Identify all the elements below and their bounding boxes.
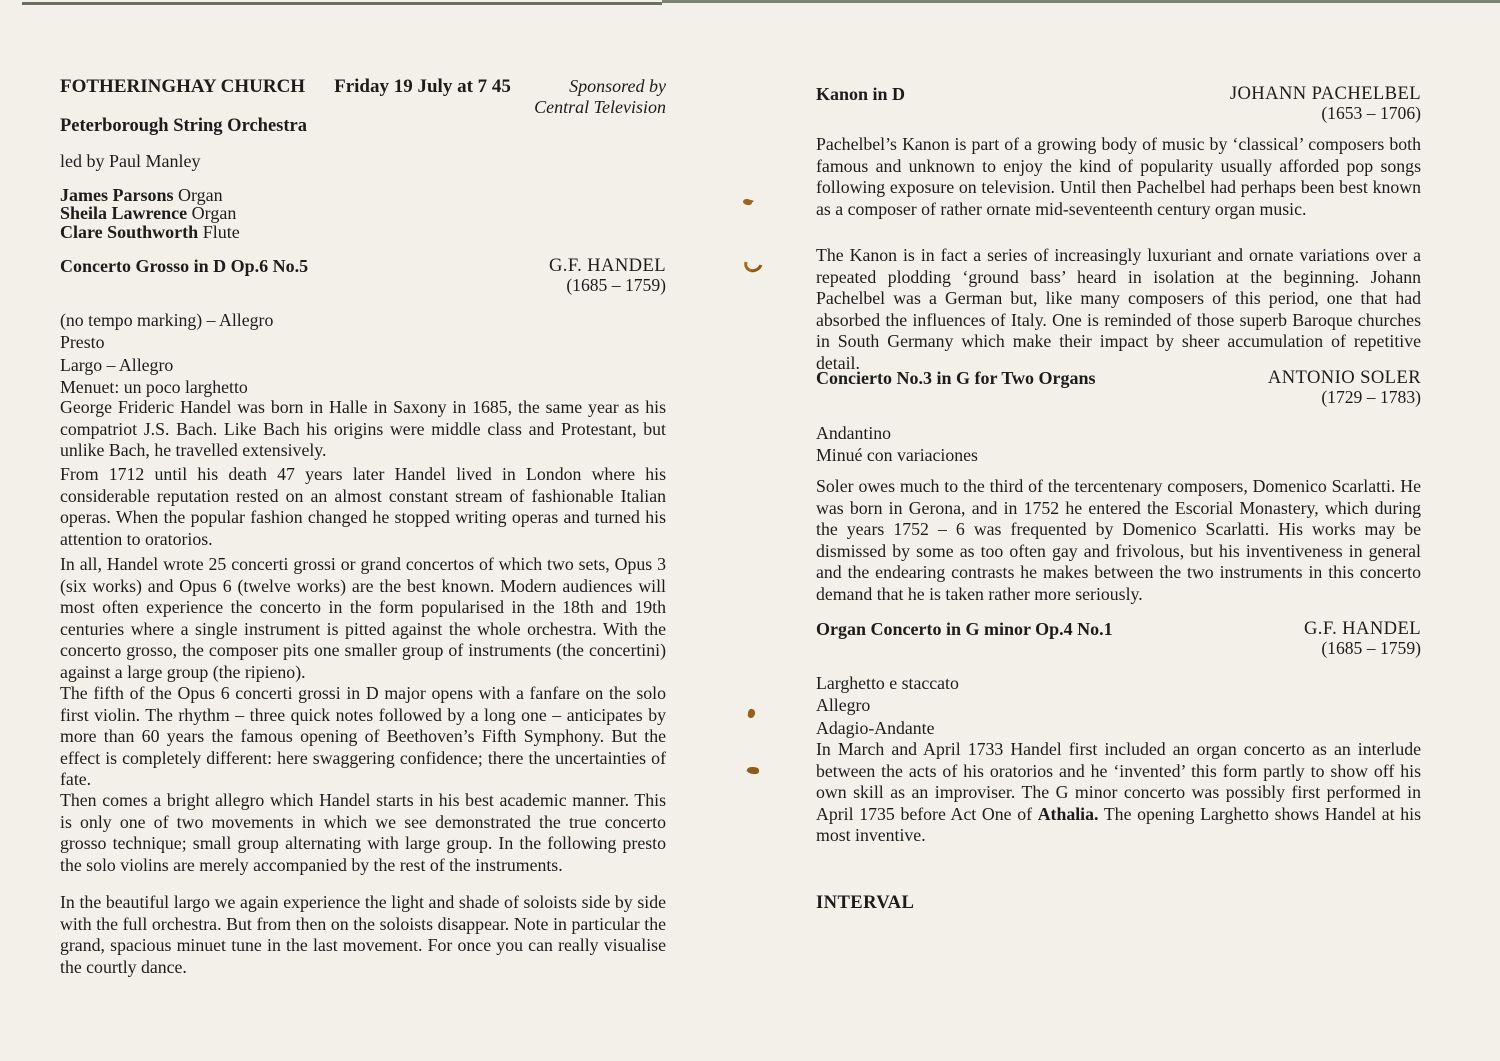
movement: Allegro	[816, 695, 871, 716]
movement: Minué con variaciones	[816, 445, 978, 465]
performer-instrument: Organ	[178, 185, 223, 205]
paragraph-text: In March and April 1733 Handel first included an organ concerto as an interlude between the acts of his oratorios and he ‘invented’ this form partly to show off his own skill as an improviser. The G minor concerto was possibly first performed in April 1735 before Act One of	[816, 739, 1421, 824]
composer-block	[1230, 84, 1421, 123]
composer-dates: (1685 – 1759)	[1321, 637, 1421, 658]
work-title: Concierto No.3 in G for Two Organs	[816, 368, 1096, 388]
composer-dates: (1729 – 1783)	[1321, 386, 1421, 407]
programme-note-paragraph: From 1712 until his death 47 years later Handel lived in London where his considerable reputation rested on an almost constant stream of fashionable Italian operas. When the popular fashion changed he stopped writing operas and turned his attention to oratorios.	[60, 464, 666, 549]
orchestra-name: Peterborough String Orchestra	[60, 116, 307, 136]
venue-title: FOTHERINGHAY CHURCH	[60, 76, 306, 97]
work-title: Organ Concerto in G minor Op.4 No.1	[816, 619, 1113, 639]
work-reference-athalia: Athalia.	[1037, 803, 1099, 824]
performer-row	[60, 186, 666, 204]
performer-instrument: Organ	[191, 203, 237, 224]
performer-row	[60, 204, 666, 222]
work-title: Concerto Grosso in D Op.6 No.5	[60, 256, 309, 276]
work-heading-pachelbel	[816, 84, 1421, 123]
composer-name: ANTONIO SOLER	[1267, 367, 1421, 388]
movement-list	[816, 672, 1421, 739]
performer-name: Sheila Lawrence	[60, 203, 188, 224]
programme-note-paragraph: In the beautiful largo we again experience the light and shade of soloists side by side with the full orchestra. But from then on the soloists disappear. Note in particular the grand, spacious minuet tune in the last movement. For once you can really visualise the courtly dance.	[60, 892, 666, 977]
sponsor-note	[534, 76, 666, 117]
sponsor-line-2: Central Television	[534, 96, 666, 117]
programme-note-paragraph: The fifth of the Opus 6 concerti grossi in D major opens with a fanfare on the solo first violin. The rhythm – three quick notes followed by a long one – anticipates by more than 60 years the famous opening of Beethoven’s Fifth Symphony. But the effect is completely different: here swaggering confidence; there the uncertainties of fate.	[60, 683, 666, 790]
movement: Andantino	[816, 423, 892, 443]
composer-dates: (1685 – 1759)	[566, 274, 666, 295]
programme-note-paragraph: Soler owes much to the third of the tercentenary composers, Domenico Scarlatti. He was born in Gerona, and in 1752 he entered the Escorial Monastery, which during the years 1752 – 6 was frequented by Domenico Scarlatti. His works may be dismissed by some as too often gay and frivolous, but his inventiveness in general and the endearing contrasts he makes between the two instruments in this concerto demand that he is taken rather more seriously.	[816, 476, 1421, 604]
performer-row	[60, 223, 666, 241]
programme-note-paragraph: The Kanon is in fact a series of increasingly luxuriant and ornate variations over a repeated plodding ‘ground bass’ heard in isolation at the beginning. Johann Pachelbel was a German but, like many composers of this period, one that had absorbed the influences of Italy. One is reminded of those superb Baroque churches in South Germany which make their impact by sheer accumulation of repetitive detail.	[816, 245, 1421, 373]
composer-block	[1304, 619, 1421, 658]
event-datetime: Friday 19 July at 7 45	[334, 76, 511, 97]
performer-list	[60, 186, 666, 241]
performer-name: James Parsons	[60, 185, 174, 205]
orchestra-leader: led by Paul Manley	[60, 151, 201, 171]
rust-mark	[741, 252, 766, 276]
movement-list	[816, 422, 1421, 466]
rust-mark	[742, 198, 752, 206]
event-header	[60, 76, 666, 117]
performer-name: Clare Southworth	[60, 221, 199, 242]
programme-note-paragraph: Pachelbel’s Kanon is part of a growing body of music by ‘classical’ composers both famous and unknown to enjoy the kind of popularity usually afforded pop songs following exposure on television. Until then Pachelbel had perhaps been best known as a composer of rather ornate mid-seventeenth century organ music.	[816, 134, 1421, 219]
movement: Larghetto e staccato	[816, 673, 959, 693]
work-heading-soler	[816, 368, 1421, 407]
movement: Largo – Allegro	[60, 354, 174, 375]
scan-top-edge-left	[22, 2, 662, 5]
movement-list	[60, 309, 666, 399]
movement: Presto	[60, 332, 105, 353]
interval-heading: INTERVAL	[816, 892, 915, 913]
programme-note-paragraph	[816, 739, 1421, 847]
composer-name: G.F. HANDEL	[1303, 618, 1421, 639]
movement: Adagio-Andante	[816, 717, 935, 738]
work-heading-handel-organ	[816, 619, 1421, 658]
scan-top-edge-right	[662, 0, 1500, 3]
composer-block	[549, 256, 666, 295]
rust-mark	[747, 708, 755, 718]
composer-dates: (1653 – 1706)	[1321, 102, 1421, 123]
programme-note-paragraph: Then comes a bright allegro which Handel starts in his best academic manner. This is only one of two movements in which we see demonstrated the true concerto grosso technique; small group alternating with large group. In the following presto the solo violins are merely accompanied by the rest of the instruments.	[60, 790, 666, 875]
composer-name: G.F. HANDEL	[548, 255, 666, 276]
sponsor-line-1: Sponsored by	[569, 76, 666, 96]
paragraph-text: The opening Larghetto shows Handel at his most inventive.	[816, 803, 1421, 846]
composer-name: JOHANN PACHELBEL	[1229, 83, 1421, 104]
programme-note-paragraph: In all, Handel wrote 25 concerti grossi or grand concertos of which two sets, Opus 3 (six works) and Opus 6 (twelve works) are the best known. Modern audiences will most often experience the concerto in the form popularised in the 18th and 19th centuries where a single instrument is pitted against the whole orchestra. With the concerto grosso, the composer pits one smaller group of instruments (the concertini) against a large group (the ripieno).	[60, 554, 666, 682]
work-heading-handel-grosso	[60, 256, 666, 295]
composer-block	[1268, 368, 1421, 407]
programme-note-paragraph: George Frideric Handel was born in Halle in Saxony in 1685, the same year as his compatriot J.S. Bach. Like Bach his origins were middle class and Protestant, but unlike Bach, he travelled extensively.	[60, 397, 666, 461]
work-title: Kanon in D	[816, 84, 906, 104]
movement: Menuet: un poco larghetto	[60, 377, 248, 398]
movement: (no tempo marking) – Allegro	[60, 310, 274, 330]
rust-mark	[747, 767, 759, 775]
performer-instrument: Flute	[202, 221, 240, 242]
